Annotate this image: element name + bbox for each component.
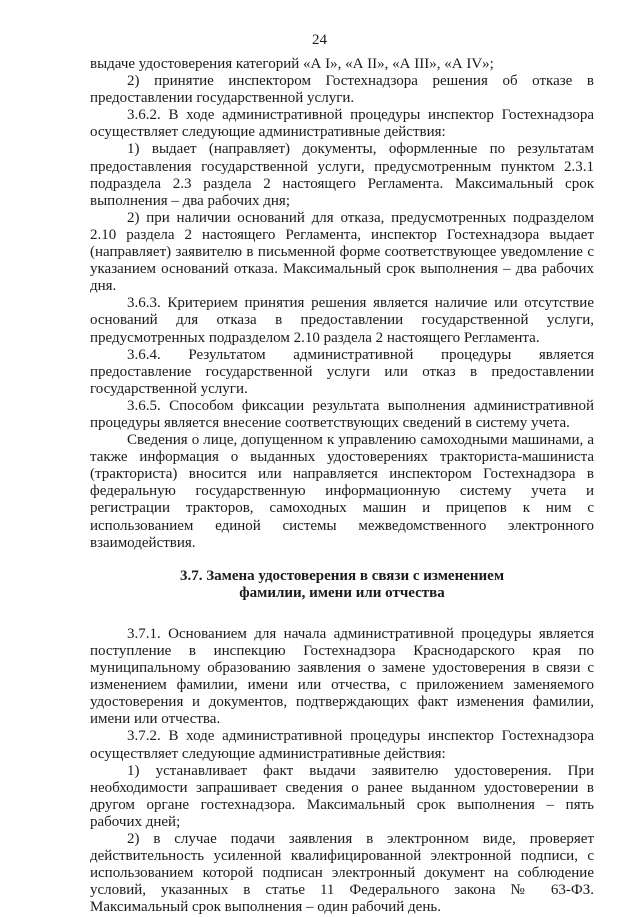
paragraph: 2) в случае подачи заявления в электронном виде, проверяет действительность усиленной квалифицированной электронной подписи, с использованием которой подписан электронный документ на соблюдение условий, указанных в статье 11 Федерального закона № 63-ФЗ. Максимальный срок выполнения – один рабочий день. (90, 831, 594, 916)
paragraph: 3.6.2. В ходе административной процедуры инспектор Гостехнадзора осуществляет следующие административные действия: (90, 107, 594, 141)
paragraph: Сведения о лице, допущенном к управлению самоходными машинами, а также информация о выданных удостоверениях тракториста-машиниста (тракториста) вносится или направляется инспектором Гостехнадзора в федеральную государственную информационную систему учета и регистрации тракторов, самоходных машин и прицепов к ним с использованием единой системы межведомственного электронного взаимодействия. (90, 432, 594, 551)
document-body (90, 56, 594, 917)
paragraph: 3.7.1. Основанием для начала административной процедуры является поступление в инспекцию Гостехнадзора Краснодарского края по муниципальному образованию заявления о замене удостоверения в связи с изменением фамилии, имени или отчества, с приложением заменяемого удостоверения и документов, подтверждающих факт изменения фамилии, имени или отчества. (90, 625, 594, 728)
paragraph: 3.6.3. Критерием принятия решения является наличие или отсутствие оснований для отказа в предоставлении государственной услуги, предусмотренных подразделом 2.10 раздела 2 настоящего Регламента. (90, 295, 594, 346)
paragraph: 2) при наличии оснований для отказа, предусмотренных подразделом 2.10 раздела 2 настоящего Регламента, инспектор Гостехнадзора выдает (направляет) заявителю в письменной форме соответствующее уведомление с указанием оснований отказа. Максимальный срок выполнения – два рабочих дня. (90, 209, 594, 295)
paragraph: 3.7.2. В ходе административной процедуры инспектор Гостехнадзора осуществляет следующие административные действия: (90, 728, 594, 762)
page-number: 24 (312, 32, 327, 48)
paragraph: 3.6.5. Способом фиксации результата выполнения административной процедуры является внесение соответствующих сведений в систему учета. (90, 397, 594, 431)
paragraph: 2) принятие инспектором Гостехнадзора решения об отказе в предоставлении государственной услуги. (90, 73, 594, 107)
section-heading-line: 3.7. Замена удостоверения в связи с изменением (179, 567, 505, 584)
section-heading-line: фамилии, имени или отчества (239, 584, 445, 601)
paragraph: выдаче удостоверения категорий «А I», «А II», «А III», «А IV»; (90, 56, 494, 72)
paragraph: 1) устанавливает факт выдачи заявителю удостоверения. При необходимости запрашивает сведения о ранее выданном удостоверении в другом органе гостехнадзора. Максимальный срок выполнения – пять рабочих дней; (90, 762, 594, 830)
paragraph: 1) выдает (направляет) документы, оформленные по результатам предоставления государственной услуги, предусмотренным пунктом 2.3.1 подраздела 2.3 раздела 2 настоящего Регламента. Максимальный срок выполнения – два рабочих дня; (90, 141, 594, 209)
section-heading (90, 568, 594, 602)
paragraph: 3.6.4. Результатом административной процедуры является предоставление государственной услуги или отказ в предоставлении государственной услуги. (90, 346, 594, 397)
